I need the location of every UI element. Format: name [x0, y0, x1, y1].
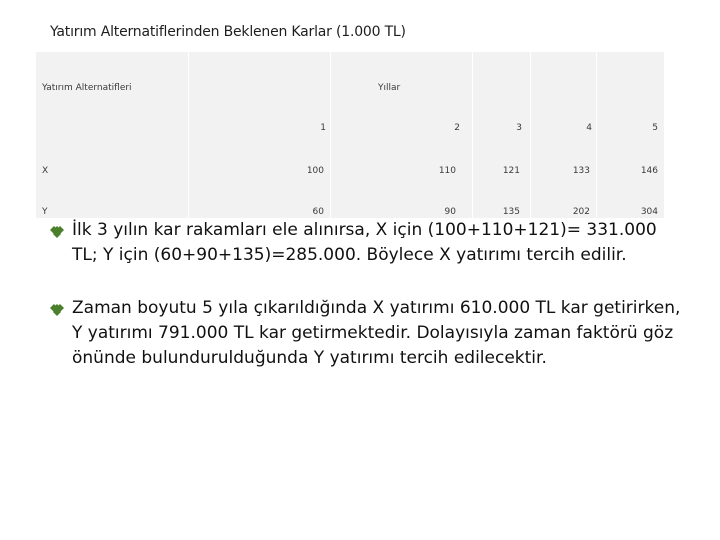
row-y-year4-value: 202 — [572, 207, 590, 217]
year-number-3: 3 — [516, 123, 522, 133]
table-column-divider — [472, 52, 473, 218]
row-y-year5-value: 304 — [640, 207, 658, 217]
table-column-divider — [330, 52, 331, 218]
year-number-1: 1 — [320, 123, 326, 133]
diamond-bullet-icon — [50, 226, 68, 238]
diamond-bullet-icon — [50, 304, 68, 316]
bullet-list — [46, 218, 686, 371]
row-y-year2-value: 90 — [444, 207, 456, 217]
page-title: Yatırım Alternatiflerinden Beklenen Karlar (1.000 TL) — [50, 24, 406, 40]
row-x-year4-value: 133 — [572, 166, 590, 176]
table-column-divider — [596, 52, 597, 218]
bullet-item-2 — [46, 296, 686, 371]
row-label-x: X — [42, 166, 49, 176]
bullet-item-1 — [46, 218, 686, 268]
row-y-year1-value: 60 — [312, 207, 324, 217]
table-column-divider — [530, 52, 531, 218]
bullet-text-2: Zaman boyutu 5 yıla çıkarıldığında X yatırımı 610.000 TL kar getirirken, Y yatırımı 791.000 TL kar getirmektedir. Dolayısıyla zaman faktörü göz önünde bulundurulduğunda Y yatırımı tercih edilecektir. — [72, 298, 681, 368]
row-y-year3-value: 135 — [502, 207, 520, 217]
table-header-label: Yatırım Alternatifleri — [42, 83, 132, 93]
year-number-4: 4 — [586, 123, 592, 133]
table-header-years: Yıllar — [378, 83, 401, 93]
row-x-year5-value: 146 — [640, 166, 658, 176]
row-label-y: Y — [42, 207, 48, 217]
year-number-2: 2 — [454, 123, 460, 133]
row-x-year3-value: 121 — [502, 166, 520, 176]
profits-table — [36, 52, 664, 218]
table-column-divider — [188, 52, 189, 218]
row-x-year1-value: 100 — [306, 166, 324, 176]
year-number-5: 5 — [652, 123, 658, 133]
row-x-year2-value: 110 — [438, 166, 456, 176]
bullet-text-1: İlk 3 yılın kar rakamları ele alınırsa, X için (100+110+121)= 331.000 TL; Y için (60+90+135)=285.000. Böylece X yatırımı tercih edilir. — [72, 220, 657, 265]
